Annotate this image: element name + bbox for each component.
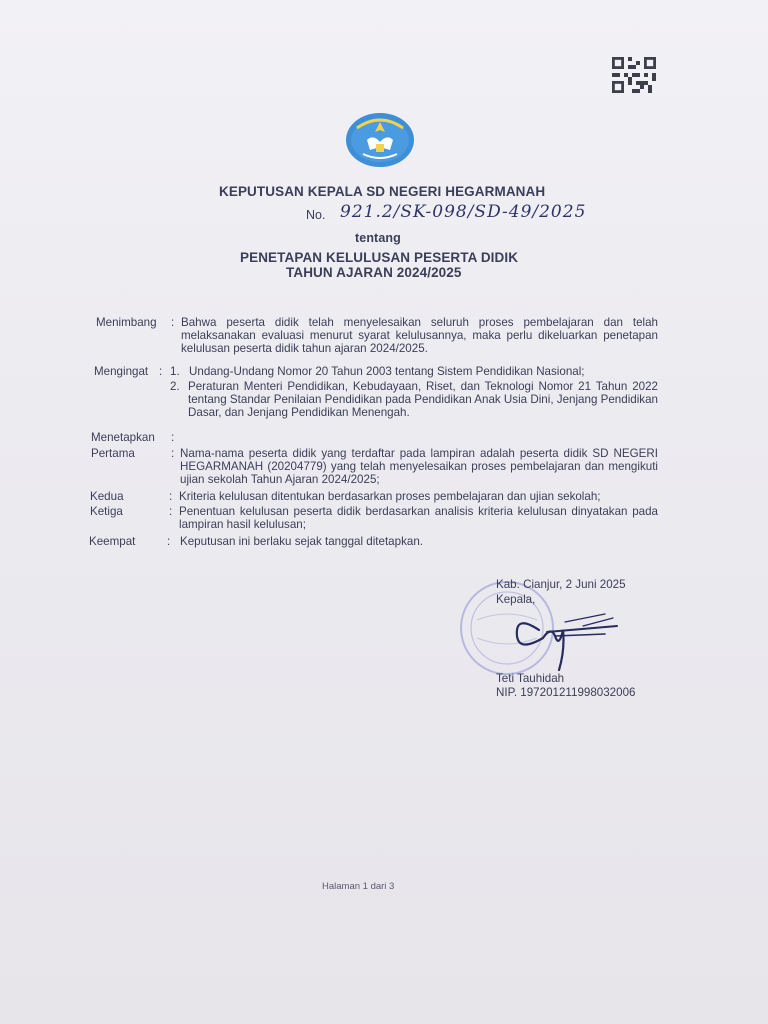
colon: : [159, 365, 163, 378]
colon: : [167, 535, 171, 548]
colon: : [169, 505, 173, 518]
menimbang-text: Bahwa peserta didik telah menyelesaikan seluruh proses pembelajaran dan telah melaksanakan evaluasi menurut syarat kelulusannya, maka perlu dikeluarkan penetapan kelulusan peserta didik tahun ajaran 2024/2025. [181, 316, 658, 355]
mengingat-label: Mengingat [94, 365, 149, 378]
about-label: tentang [355, 231, 401, 245]
colon: : [169, 490, 173, 503]
mengingat-item-text: Undang-Undang Nomor 20 Tahun 2003 tentang Sistem Pendidikan Nasional; [189, 365, 585, 378]
ketiga-text: Penentuan kelulusan peserta didik berdasarkan analisis kriteria kelulusan dinyatakan pada lampiran hasil kelulusan; [179, 505, 658, 531]
ketiga-label: Ketiga [90, 505, 123, 518]
colon: : [171, 316, 175, 329]
menimbang-label: Menimbang [96, 316, 157, 329]
document-title: KEPUTUSAN KEPALA SD NEGERI HEGARMANAH [219, 184, 546, 199]
mengingat-item-number: 1. [170, 365, 180, 378]
keempat-label: Keempat [89, 535, 136, 548]
place-date: Kab. Cianjur, 2 Juni 2025 [496, 578, 626, 591]
pertama-label: Pertama [91, 447, 135, 460]
kedua-label: Kedua [90, 490, 124, 503]
tut-wuri-handayani-logo [343, 110, 417, 170]
menetapkan-label: Menetapkan [91, 431, 155, 444]
page-number: Halaman 1 dari 3 [322, 881, 395, 892]
mengingat-item-text: Peraturan Menteri Pendidikan, Kebudayaan, Riset, dan Teknologi Nomor 21 Tahun 2022 tentang Standar Penilaian Pendidikan pada Pendidikan Anak Usia Dini, Jenjang Pendidikan Dasar, dan Jenjang Pendidikan Menengah. [188, 380, 658, 419]
signer-position: Kepala, [496, 593, 536, 606]
mengingat-item-number: 2. [170, 380, 180, 393]
keempat-text: Keputusan ini berlaku sejak tanggal ditetapkan. [180, 535, 423, 548]
document-number: 921.2/SK-098/SD-49/2025 [340, 202, 587, 222]
subject-line-1: PENETAPAN KELULUSAN PESERTA DIDIK [240, 250, 519, 265]
number-prefix: No. [306, 208, 326, 222]
signer-nip: NIP. 197201211998032006 [496, 686, 636, 699]
kedua-text: Kriteria kelulusan ditentukan berdasarkan proses pembelajaran dan ujian sekolah; [179, 490, 601, 503]
qr-code [612, 57, 656, 93]
colon: : [171, 447, 175, 460]
colon: : [171, 431, 175, 444]
subject-line-2: TAHUN AJARAN 2024/2025 [286, 265, 462, 280]
pertama-text: Nama-nama peserta didik yang terdaftar pada lampiran adalah peserta didik SD NEGERI HEGARMANAH (20204779) yang telah menyelesaikan proses pembelajaran dan mengikuti ujian sekolah Tahun Ajaran 2024/2025; [180, 447, 658, 486]
signer-name: Teti Tauhidah [496, 672, 565, 685]
